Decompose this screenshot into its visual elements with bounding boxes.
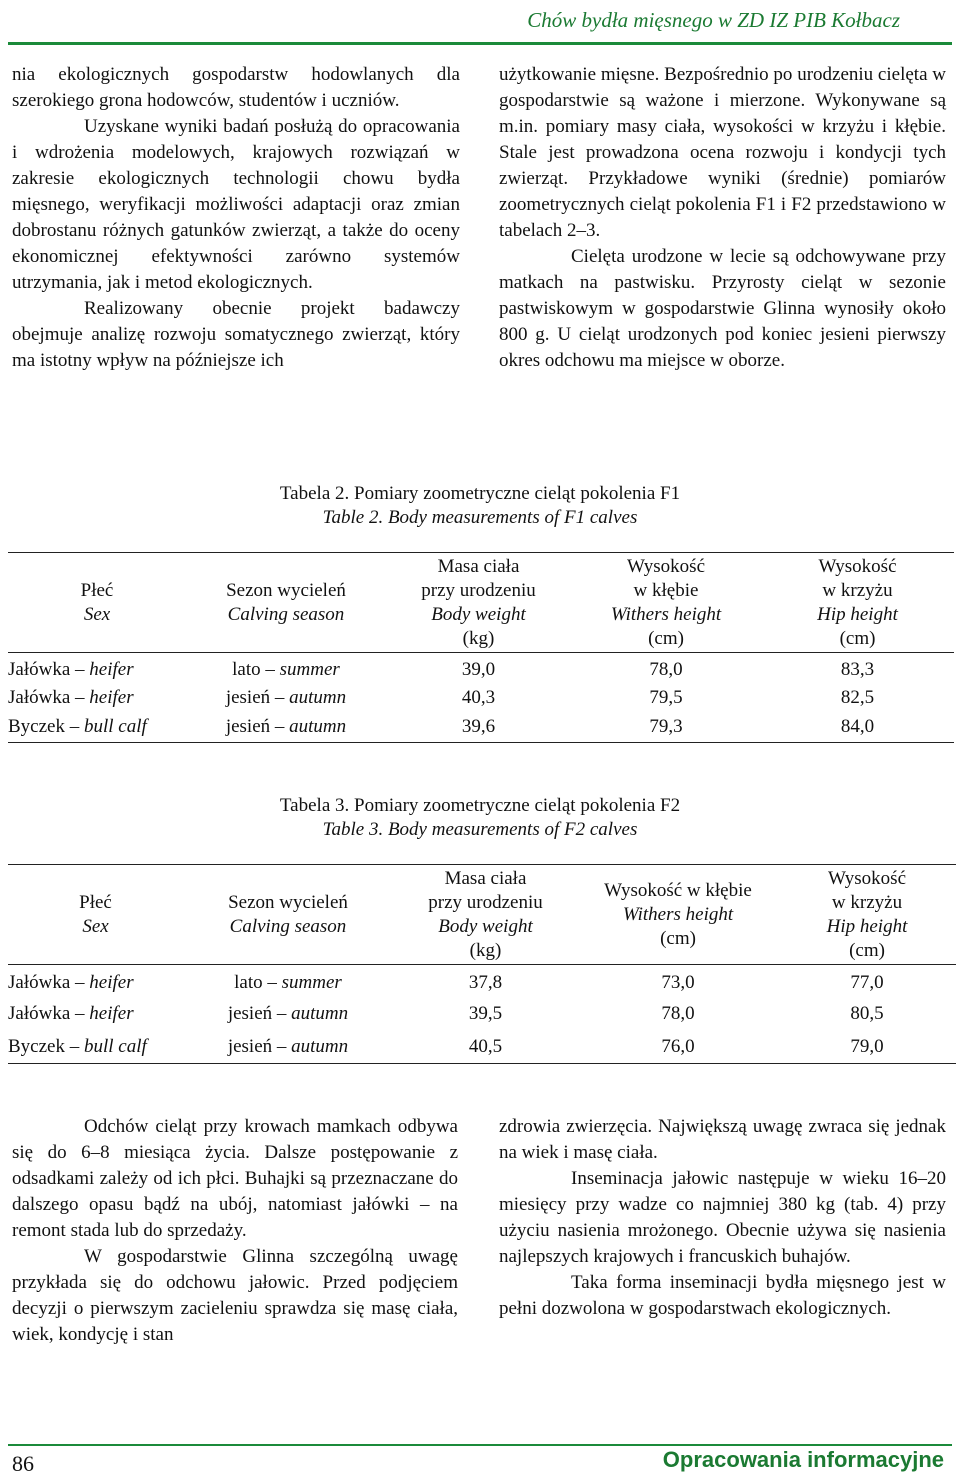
cell-text: heifer <box>89 686 134 708</box>
table-row <box>8 653 954 683</box>
cell-withers: 76,0 <box>661 1035 695 1057</box>
header-text: Wysokość <box>626 555 705 577</box>
cell-season <box>183 965 393 998</box>
header-text: (cm) <box>839 627 876 649</box>
table-3-caption <box>0 794 960 842</box>
cell-text: Jałówka – <box>8 686 90 708</box>
header-hip <box>778 865 956 965</box>
header-text: Wysokość w kłębie <box>604 879 752 901</box>
header-text: w krzyżu <box>831 891 903 913</box>
cell-hip: 80,5 <box>850 1003 884 1024</box>
cell-weight: 39,5 <box>468 1003 503 1024</box>
header-text: Body weight <box>431 603 526 625</box>
table-row <box>8 683 954 713</box>
cell-withers: 73,0 <box>661 972 695 994</box>
header-text: Sezon wycieleń <box>228 891 348 913</box>
table-row <box>8 1031 956 1064</box>
caption-polish: Tabela 3. Pomiary zoometryczne cieląt pokolenia F2 <box>279 795 681 816</box>
cell-text: bull calf <box>83 1035 147 1057</box>
text-column-top-right <box>499 62 946 374</box>
cell-weight: 39,0 <box>461 658 496 680</box>
paragraph: W gospodarstwie Glinna szczególną uwagę przykłada się do odchowu jałowic. Przed podjęciem decyzji o pierwszym zacieleniu sprawdza się masę ciała, wiek, kondycję i stan <box>12 1246 458 1345</box>
cell-hip: 82,5 <box>840 686 875 708</box>
cell-text: jesień – <box>225 686 290 708</box>
cell-text: bull calf <box>83 716 147 738</box>
header-withers <box>571 553 761 653</box>
header-text: Sezon wycieleń <box>226 579 346 601</box>
header-season <box>186 553 386 653</box>
running-title: Chów bydła mięsnego w ZD IZ PIB Kołbacz <box>527 8 900 32</box>
cell-text: autumn <box>291 1035 349 1057</box>
cell-text: summer <box>281 972 342 994</box>
cell-text: autumn <box>291 1003 349 1024</box>
header-text: Calving season <box>227 603 345 625</box>
cell-text: jesień – <box>227 1035 292 1057</box>
paragraph: Inseminacja jałowic następuje w wieku 16–20 miesięcy przy wadze co najmniej 380 kg (tab. 4) przy użyciu nasienia mrożonego. Obecnie używa się nasienia najlepszych krajowych i francuskich buhajów. <box>499 1168 946 1267</box>
header-text: (cm) <box>660 927 696 949</box>
cell-sex <box>8 653 186 683</box>
header-text: Masa ciała <box>437 555 520 577</box>
text-column-bottom-right <box>499 1114 946 1322</box>
header-weight <box>386 553 571 653</box>
cell-text: Jałówka – <box>8 972 90 994</box>
header-text: Body weight <box>438 915 533 937</box>
cell-weight: 40,3 <box>461 686 496 708</box>
paragraph: Realizowany obecnie projekt badawczy obejmuje analizę rozwoju somatycznego zwierząt, który ma istotny wpływ na późniejsze ich <box>12 298 460 371</box>
cell-text: summer <box>279 658 340 680</box>
cell-sex <box>8 683 186 713</box>
header-text: Hip height <box>817 603 898 625</box>
cell-text: heifer <box>89 658 134 680</box>
cell-hip: 83,3 <box>840 658 875 680</box>
cell-withers: 79,5 <box>649 686 683 708</box>
paragraph: Odchów cieląt przy krowach mamkach odbywa się do 6–8 miesiąca życia. Dalsze postępowanie z odsadkami zależy od ich płci. Buhajki są przeznaczane do dalszego opasu bądź na ubój, natomiast jałówki – na remont stada lub do sprzedaży. <box>12 1116 458 1241</box>
header-text: przy urodzeniu <box>421 579 536 601</box>
cell-text: lato – <box>232 658 280 680</box>
cell-text: heifer <box>89 972 134 994</box>
header-text: (cm) <box>849 939 885 961</box>
table-header-row <box>8 553 954 653</box>
cell-text: heifer <box>89 1003 134 1024</box>
header-text: Calving season <box>229 915 347 937</box>
footer-rule <box>8 1444 952 1446</box>
header-text: Masa ciała <box>444 867 527 889</box>
table-2 <box>8 552 954 743</box>
header-season <box>183 865 393 965</box>
header-withers <box>578 865 778 965</box>
cell-text: jesień – <box>227 1003 292 1024</box>
header-text: Płeć <box>79 891 112 913</box>
cell-hip: 79,0 <box>850 1035 884 1057</box>
header-text: w kłębie <box>633 579 699 601</box>
text-column-bottom-left <box>12 1114 458 1348</box>
paragraph: nia ekologicznych gospodarstw hodowlanych dla szerokiego grona hodowców, studentów i uczniów. <box>12 64 460 111</box>
cell-text: Jałówka – <box>8 658 90 680</box>
cell-withers: 79,3 <box>649 716 683 738</box>
header-text: Withers height <box>610 603 722 625</box>
header-text: Withers height <box>622 903 734 925</box>
cell-season <box>183 1031 393 1064</box>
cell-withers: 78,0 <box>649 658 683 680</box>
cell-season <box>183 998 393 1031</box>
cell-season <box>186 713 386 743</box>
paragraph: użytkowanie mięsne. Bezpośrednio po urodzeniu cielęta w gospodarstwie są ważone i mierzone. Wykonywane są m.in. pomiary masy ciała, wysokości w krzyżu i kłębie. Stale jest prowadzona ocena rozwoju i kondycji tych zwierząt. Przykładowe wyniki (średnie) pomiarów zoometrycznych cieląt pokolenia F1 i F2 przedstawiono w tabelach 2–3. <box>499 64 946 241</box>
cell-text: Byczek – <box>8 1035 84 1057</box>
cell-sex <box>8 998 183 1031</box>
caption-polish: Tabela 2. Pomiary zoometryczne cieląt pokolenia F1 <box>279 483 681 504</box>
table-row <box>8 998 956 1031</box>
page-number: 86 <box>12 1451 34 1476</box>
cell-text: autumn <box>289 686 347 708</box>
header-text: Sex <box>82 915 109 937</box>
cell-weight: 39,6 <box>461 716 496 738</box>
table-header-row <box>8 865 956 965</box>
header-text: (kg) <box>469 939 502 961</box>
header-text: Sex <box>83 603 111 625</box>
cell-text: Jałówka – <box>8 1003 90 1024</box>
header-weight <box>393 865 578 965</box>
table-row <box>8 965 956 998</box>
cell-season <box>186 683 386 713</box>
header-sex <box>8 865 183 965</box>
text-column-top-left <box>12 62 460 374</box>
cell-text: Byczek – <box>8 716 84 738</box>
cell-sex <box>8 713 186 743</box>
table-3 <box>8 864 956 1064</box>
table-row <box>8 713 954 743</box>
caption-english: Table 2. Body measurements of F1 calves <box>322 507 638 528</box>
header-text: przy urodzeniu <box>428 891 543 913</box>
cell-sex <box>8 965 183 998</box>
caption-english: Table 3. Body measurements of F2 calves <box>322 819 638 840</box>
cell-withers: 78,0 <box>661 1003 695 1024</box>
header-text: Hip height <box>826 915 908 937</box>
paragraph: Cielęta urodzone w lecie są odchowywane przy matkach na pastwisku. Przyrosty cieląt w sezonie pastwiskowym w gospodarstwie Glinna wynosiły około 800 g. U cieląt urodzonych pod koniec jesieni pierwszy okres odchowu ma miejsce w oborze. <box>499 246 946 371</box>
paragraph: Taka forma inseminacji bydła mięsnego jest w pełni dozwolona w gospodarstwach ekologicznych. <box>499 1272 946 1319</box>
paragraph: zdrowia zwierzęcia. Największą uwagę zwraca się jednak na wiek i masę ciała. <box>499 1116 946 1163</box>
footer-title: Opracowania informacyjne <box>662 1447 944 1472</box>
table-2-caption <box>0 482 960 530</box>
page-header <box>8 0 952 45</box>
cell-season <box>186 653 386 683</box>
cell-hip: 84,0 <box>840 716 875 738</box>
cell-text: jesień – <box>225 716 290 738</box>
header-text: (kg) <box>462 627 495 649</box>
cell-hip: 77,0 <box>850 972 884 994</box>
cell-weight: 37,8 <box>468 972 503 994</box>
header-text: Wysokość <box>827 867 906 889</box>
header-sex <box>8 553 186 653</box>
cell-text: lato – <box>234 972 282 994</box>
cell-sex <box>8 1031 183 1064</box>
header-hip <box>761 553 954 653</box>
header-text: (cm) <box>648 627 684 649</box>
paragraph: Uzyskane wyniki badań posłużą do opracowania i wdrożenia modelowych, krajowych rozwiązań w zakresie ekologicznych technologii chowu bydła mięsnego, weryfikacji możliwości adaptacji oraz zmian dobrostanu różnych gatunków zwierząt, a także do oceny ekonomicznej efektywności zarówno systemów utrzymania, jak i metod ekologicznych. <box>12 116 460 293</box>
header-text: Wysokość <box>818 555 897 577</box>
header-text: Płeć <box>80 579 114 601</box>
cell-text: autumn <box>289 716 347 738</box>
header-text: w krzyżu <box>822 579 893 601</box>
cell-weight: 40,5 <box>468 1035 503 1057</box>
